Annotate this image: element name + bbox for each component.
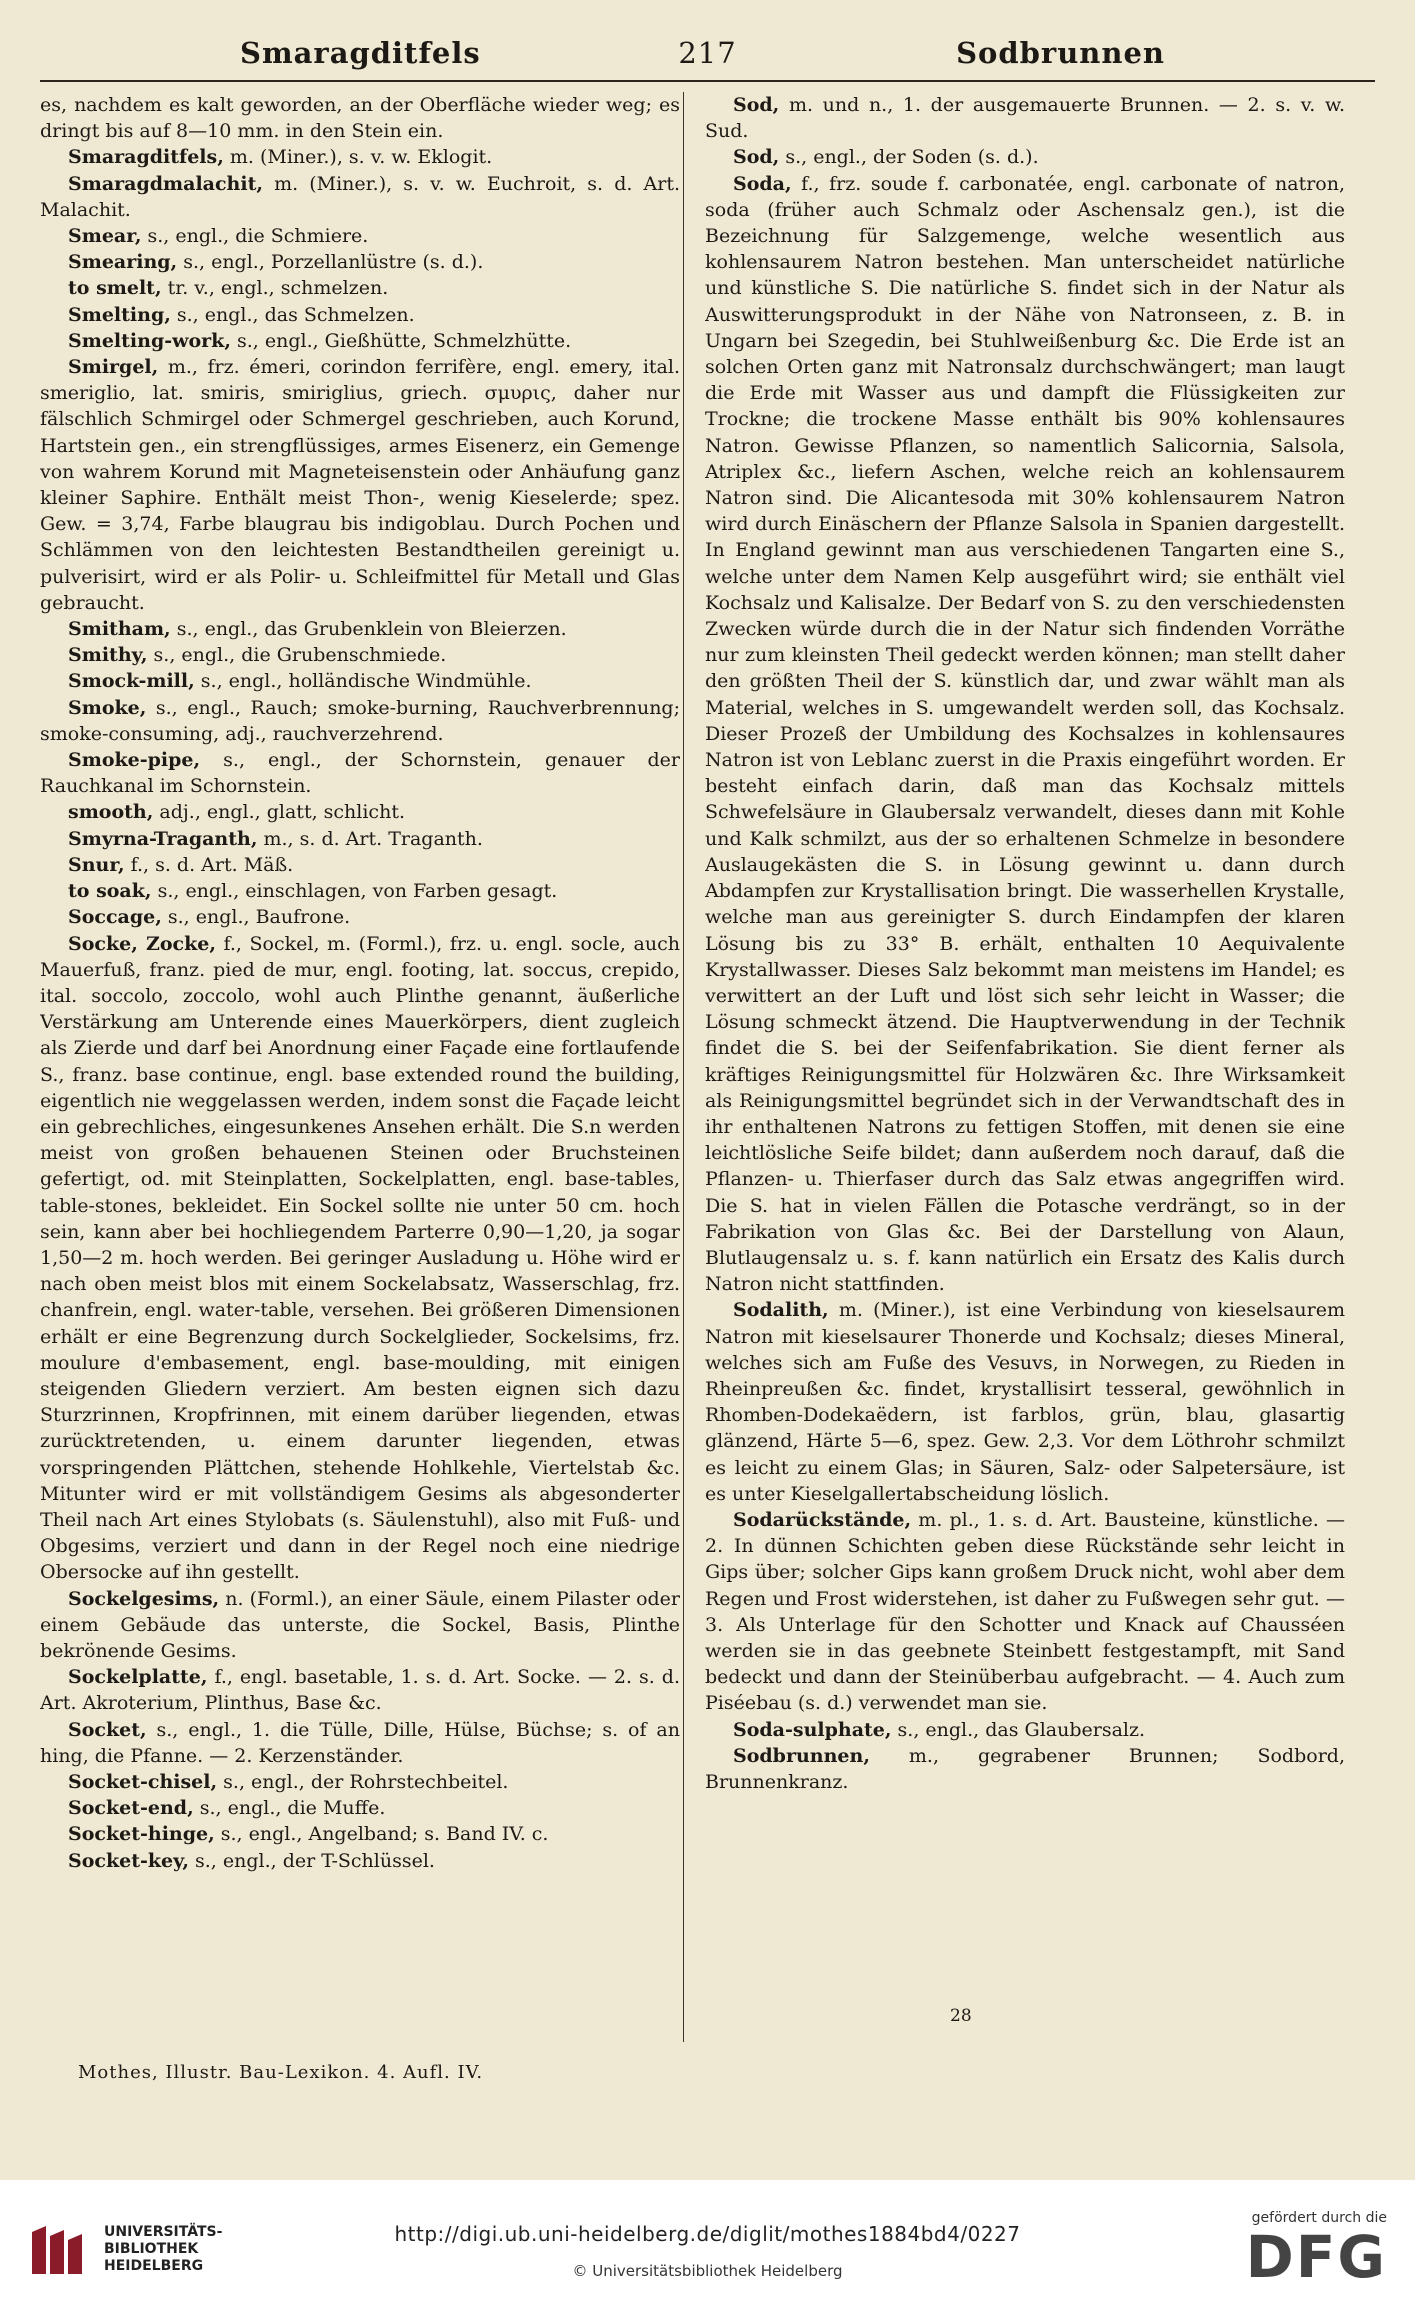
- entry-text: m. (Miner.), s. v. w. Eklogit.: [223, 146, 493, 169]
- entry-text: s., engl., die Schmiere.: [141, 225, 369, 248]
- entry-text: s., engl., Porzellanlüstre (s. d.).: [177, 251, 484, 274]
- dictionary-entry: [40, 852, 680, 878]
- entry-text: s., engl., Gießhütte, Schmelzhütte.: [230, 329, 572, 352]
- entry-text: m. (Miner.), ist eine Verbindung von kieselsaurem Natron mit kieselsaurer Thonerde und Kochsalz; dieses Mineral, welches sich am Fuße des Vesuvs, in Norwegen, zu Rieden in Rheinpreußen &c. findet, krystallisirt tesseral, gewöhnlich in Rhomben-Dodekaëdern, ist farblos, grün, blau, glasartig glänzend, Härte 5—6, spez. Gew. 2,3. Vor dem Löthrohr schmilzt es leicht zu einem Glas; in Säuren, Salz- oder Salpetersäure, ist es unter Kieselgallertabscheidung löslich.: [705, 1299, 1345, 1505]
- permalink-url[interactable]: http://digi.ub.uni-heidelberg.de/diglit/mothes1884bd4/0227: [394, 2222, 1021, 2246]
- entry-headword: Socket-chisel,: [68, 1771, 218, 1793]
- dictionary-entry: [40, 668, 680, 694]
- book-footer: Mothes, Illustr. Bau-Lexikon. 4. Aufl. IV.: [78, 2062, 484, 2083]
- entry-text: s., engl., die Grubenschmiede.: [147, 644, 447, 667]
- entry-text: s., engl., das Grubenklein von Bleierzen.: [170, 618, 567, 641]
- entry-text: m., s. d. Art. Traganth.: [257, 827, 483, 850]
- running-header: [40, 30, 1375, 82]
- dictionary-entry: [40, 354, 680, 616]
- entry-text: s., engl., der T-Schlüssel.: [188, 1849, 435, 1872]
- entry-headword: Smear,: [68, 225, 142, 248]
- entry-text: s., engl., der Soden (s. d.).: [779, 146, 1039, 169]
- entry-text: s., engl., holländische Windmühle.: [194, 670, 532, 693]
- entry-text: s., engl., der Schornstein, genauer der Rauchkanal im Schornstein.: [40, 749, 680, 798]
- left-column: [40, 92, 680, 2042]
- entry-headword: Smock-mill,: [68, 670, 195, 693]
- entry-text: s., engl., 1. die Tülle, Dille, Hülse, Büchse; s. of an hing, die Pfanne. — 2. Kerzenständer.: [40, 1718, 680, 1767]
- dictionary-entry: [40, 747, 680, 799]
- dictionary-entry: [40, 695, 680, 747]
- copyright-notice: © Universitätsbibliothek Heidelberg: [572, 2262, 843, 2280]
- header-right-keyword: Sodbrunnen: [956, 36, 1165, 70]
- entry-headword: Soda-sulphate,: [733, 1718, 892, 1741]
- uni-line-3: HEIDELBERG: [104, 2258, 204, 2274]
- entry-text: s., engl., das Glaubersalz.: [891, 1718, 1146, 1741]
- entry-text: es, nachdem es kalt geworden, an der Oberfläche wieder weg; es dringt bis auf 8—10 mm. in den Stein ein.: [40, 94, 680, 143]
- entry-headword: Smaragditfels,: [68, 146, 224, 169]
- dictionary-entry: [40, 1848, 680, 1874]
- entry-headword: Sod,: [733, 146, 780, 169]
- dictionary-entry: [705, 1743, 1345, 1795]
- uni-line-1: UNIVERSITÄTS-: [104, 2224, 223, 2240]
- entry-headword: Sodalith,: [733, 1299, 829, 1322]
- entry-text: s., engl., das Schmelzen.: [170, 303, 415, 326]
- dictionary-entry: [40, 1795, 680, 1821]
- entry-headword: Sockelgesims,: [68, 1587, 220, 1610]
- dictionary-entry: [40, 1821, 680, 1847]
- dictionary-entry: [40, 223, 680, 249]
- entry-headword: Smitham,: [68, 618, 171, 641]
- entry-headword: Smoke-pipe,: [68, 749, 201, 772]
- entry-headword: Snur,: [68, 853, 125, 876]
- dictionary-entry: [705, 1297, 1345, 1507]
- entry-headword: Soda,: [733, 172, 792, 195]
- dfg-funding-logo: [1245, 2210, 1387, 2291]
- entry-headword: Smaragdmalachit,: [68, 172, 263, 195]
- entry-headword: Smyrna-Traganth,: [68, 827, 258, 850]
- dictionary-entry: [40, 1717, 680, 1769]
- entry-text: s., engl., Angelband; s. Band IV. c.: [214, 1823, 549, 1846]
- header-left-keyword: Smaragditfels: [240, 36, 481, 70]
- uni-line-2: BIBLIOTHEK: [104, 2241, 199, 2257]
- dictionary-entry: [40, 878, 680, 904]
- entry-headword: Smirgel,: [68, 356, 159, 379]
- entry-text: n. (Forml.), an einer Säule, einem Pilaster oder einem Gebäude das unterste, die Sockel, Basis, Plinthe bekrönende Gesims.: [40, 1587, 680, 1662]
- dictionary-entry: [40, 799, 680, 825]
- entry-text: m., gegrabener Brunnen; Sodbord, Brunnenkranz.: [705, 1744, 1345, 1793]
- entry-headword: Socke, Zocke,: [68, 932, 216, 955]
- dictionary-entry: [705, 171, 1345, 1298]
- entry-headword: Socket-hinge,: [68, 1823, 215, 1846]
- dictionary-entry: [40, 904, 680, 930]
- dictionary-entry: [40, 249, 680, 275]
- dictionary-entry: [705, 1507, 1345, 1717]
- entry-text: f., engl. basetable, 1. s. d. Art. Socke. — 2. s. d. Art. Akroterium, Plinthus, Base &c.: [40, 1666, 680, 1715]
- entry-headword: Socket-end,: [68, 1797, 194, 1820]
- entry-headword: Soccage,: [68, 906, 162, 929]
- entry-headword: Smearing,: [68, 251, 178, 274]
- entry-text: s., engl., Rauch; smoke-burning, Rauchverbrennung; smoke-consuming, adj., rauchverzehrend.: [40, 696, 680, 745]
- entry-headword: Sockelplatte,: [68, 1666, 208, 1689]
- dictionary-entry: [705, 1717, 1345, 1743]
- entry-text: m. pl., 1. s. d. Art. Bausteine, künstliche. — 2. In dünnen Schichten geben diese Rückstände sehr leicht in Gips über; solcher Gips kann großem Druck nicht, wohl aber dem Regen und Frost widerstehen, ist daher zu Fußwegen sehr gut. — 3. Als Unterlage für den Schotter und Knack auf Chausséen werden sie in das geebnete Steinbett festgestampft, mit Sand bedeckt und dann der Steinüberbau aufgebracht. — 4. Auch zum Piséebau (s. d.) verwendet man sie.: [705, 1508, 1345, 1715]
- entry-text: s., engl., Baufrone.: [161, 906, 351, 929]
- entry-headword: smooth,: [68, 801, 154, 824]
- entry-text: s., engl., die Muffe.: [193, 1797, 386, 1820]
- entry-text: f., Sockel, m. (Forml.), frz. u. engl. socle, auch Mauerfuß, franz. pied de mur, engl. footing, lat. soccus, crepido, ital. soccolo, zoccolo, wohl auch Plinthe genannt, äußerliche Verstärkung am Unterende eines Mauerkörpers, dient zugleich als Zierde und darf bei Anordnung einer Façade eine fortlaufende S., franz. base continue, engl. base extended round the building, eigentlich nie weggelassen werden, indem sonst die Façade leicht ein gebrechliches, eingesunkenes Ansehen erhält. Die S.n werden meist von großen behauenen Steinen oder Bruchsteinen gefertigt, od. mit Steinplatten, Sockelplatten, engl. base-tables, table-stones, bekleidet. Ein Sockel sollte nie unter 50 cm. hoch sein, kann aber bei hochliegendem Parterre 0,90—1,20, ja sogar 1,50—2 m. hoch werden. Bei geringer Ausladung u. Höhe wird er nach oben meist blos mit einem Sockelabsatz, Wasserschlag, frz. chanfrein, engl. water-table, versehen. Bei größeren Dimensionen erhält er eine Begrenzung durch Sockelglieder, Sockelsims, frz. moulure d'embasement, engl. base-moulding, mit einigen steigenden Gliedern verziert. Am besten eignen sich dazu Sturzrinnen, Kropfrinnen, mit einem darüber liegenden, etwas zurücktretenden, u. einem darunter liegenden, etwas vorspringenden Plättchen, stehende Hohlkehle, Viertelstab &c. Mitunter wird er mit vollständigem Gesims als abgesonderter Theil nach Art eines Stylobats (s. Säulenstuhl), also mit Fuß- und Obgesims, verziert und dann in der Regel noch eine niedrige Obersocke auf ihn gestellt.: [40, 932, 680, 1584]
- entry-headword: Sodarückstände,: [733, 1508, 912, 1531]
- entry-headword: Smelting-work,: [68, 329, 231, 352]
- dictionary-entry: [40, 616, 680, 642]
- entry-text: adj., engl., glatt, schlicht.: [153, 801, 405, 824]
- page-number: 217: [678, 36, 737, 70]
- entry-text: m. und n., 1. der ausgemauerte Brunnen. — 2. s. v. w. Sud.: [705, 94, 1345, 143]
- dictionary-entry: [705, 144, 1345, 170]
- entry-text: f., s. d. Art. Mäß.: [124, 853, 294, 876]
- entry-headword: Sod,: [733, 94, 780, 116]
- entry-text: s., engl., einschlagen, von Farben gesagt.: [151, 880, 558, 903]
- right-column: [705, 92, 1345, 2042]
- dictionary-entry: [40, 642, 680, 668]
- dictionary-entry: [40, 1769, 680, 1795]
- dictionary-entry: [40, 275, 680, 301]
- dictionary-entry: [40, 144, 680, 170]
- dictionary-entry: [40, 171, 680, 223]
- library-footer-bar: [0, 2180, 1415, 2306]
- column-divider: [683, 92, 684, 2042]
- funded-by-text: gefördert durch die: [1251, 2210, 1387, 2226]
- dictionary-entry: [40, 92, 680, 144]
- entry-headword: Socket-key,: [68, 1849, 189, 1872]
- entry-headword: Socket,: [68, 1718, 147, 1741]
- dictionary-entry: [40, 328, 680, 354]
- entry-headword: Smithy,: [68, 644, 148, 667]
- dictionary-entry: [40, 931, 680, 1586]
- entry-text: tr. v., engl., schmelzen.: [161, 277, 389, 300]
- entry-headword: Smoke,: [68, 696, 147, 719]
- entry-headword: Sodbrunnen,: [733, 1744, 870, 1767]
- dictionary-entry: [705, 92, 1345, 144]
- entry-text: s., engl., der Rohrstechbeitel.: [217, 1771, 509, 1793]
- dictionary-entry: [40, 1664, 680, 1716]
- entry-headword: to smelt,: [68, 277, 162, 300]
- dictionary-entry: [40, 826, 680, 852]
- entry-text: f., frz. soude f. carbonatée, engl. carbonate of natron, soda (früher auch Schmalz oder Aschensalz gen.), ist die Bezeichnung für Salzgemenge, welche wesentlich aus kohlensaurem Natron bestehen. Man unterscheidet natürliche und künstliche S. Die natürliche S. findet sich in der Natur als Auswitterungsprodukt in der Nähe von Natronseen, z. B. in Ungarn bei Szegedin, bei Stuhlweißenburg &c. Die Erde ist an solchen Orten ganz mit Natronsalz durchschwängert; man laugt die Erde mit Wasser aus und dampft die Flüssigkeiten zur Trockne; die trockene Masse enthält bis 90% kohlensaures Natron. Gewisse Pflanzen, so namentlich Salicornia, Salsola, Atriplex &c., liefern Aschen, welche reich an kohlensaurem Natron sind. Die Alicantesoda mit 30% kohlensaurem Natron wird durch Einäschern der Pflanze Salsola in Spanien dargestellt. In England gewinnt man aus verschiedenen Tangarten eine S., welche unter dem Namen Kelp ausgeführt wird; sie enthält viel Kochsalz und Kalisalze. Der Bedarf von S. zu den verschiedensten Zwecken würde durch die in der Natur sich findenden Vorräthe nur zum kleinsten Theil gedeckt werden können; man stellt daher den größten Theil der S. künstlich dar, und zwar wählt man als Material, welches in S. umgewandelt werden soll, das Kochsalz. Dieser Prozeß der Umbildung des Kochsalzes in kohlensaures Natron ist von Leblanc zuerst in die Praxis eingeführt worden. Er besteht einfach darin, daß man das Kochsalz mittels Schwefelsäure in Glaubersalz verwandelt, dieses dann mit Kohle und Kalk schmilzt, aus der so erhaltenen Schmelze in besondere Auslaugekästen die S. in Lösung gewinnt u. dann durch Abdampfen zur Krystallisation bringt. Die wasserhellen Krystalle, welche man aus gereinigter S. durch Eindampfen der klaren Lösung bis zu 33° B. erhält, enthalten 10 Aequivalente Krystallwasser. Dieses Salz bekommt man meistens im Handel; es verwittert an der Luft und löst sich sehr leicht in Wasser; die Lösung schmeckt ätzend. Die Hauptverwendung in der Technik findet die S. bei der Seifenfabrikation. Sie dient ferner als kräftiges Reinigungsmittel für Holzwären &c. Ihre Wirksamkeit als Reinigungsmittel begründet sich in der Verwandtschaft des in ihr enthaltenen Natrons zu fettigen Stoffen, mit denen sie eine leichtlösliche Seife bildet; dann außerdem noch darauf, daß die Pflanzen- u. Thierfaser durch das Salz etwas angegriffen wird. Die S. hat in vielen Fällen die Potasche verdrängt, so in der Fabrikation von Glas &c. Bei der Darstellung von Alaun, Blutlaugensalz u. s. f. kann natürlich ein Ersatz des Kalis durch Natron nicht stattfinden.: [705, 172, 1345, 1296]
- dfg-logo-text: DFG: [1245, 2223, 1387, 2291]
- entry-text: m. (Miner.), s. v. w. Euchroit, s. d. Art. Malachit.: [40, 172, 680, 221]
- dictionary-entry: [40, 1586, 680, 1665]
- entry-headword: Smelting,: [68, 303, 171, 326]
- signature-mark: 28: [950, 2006, 972, 2026]
- dictionary-entry: [40, 302, 680, 328]
- entry-text: m., frz. émeri, corindon ferrifère, engl. emery, ital. smeriglio, lat. smiris, smiriglius, griech. σμυρις, daher nur fälschlich Schmirgel oder Schmergel geschrieben, auch Korund, Hartstein gen., ein strengflüssiges, armes Eisenerz, ein Gemenge von wahrem Korund mit Magneteisenstein oder Anhäufung ganz kleiner Saphire. Enthält meist Thon-, wenig Kieselerde; spez. Gew. = 3,74, Farbe blaugrau bis indigoblau. Durch Pochen und Schlämmen von den leichtesten Bestandtheilen gereinigt u. pulverisirt, wird er als Polir- u. Schleifmittel für Metall und Glas gebraucht.: [40, 356, 680, 614]
- entry-headword: to soak,: [68, 880, 152, 903]
